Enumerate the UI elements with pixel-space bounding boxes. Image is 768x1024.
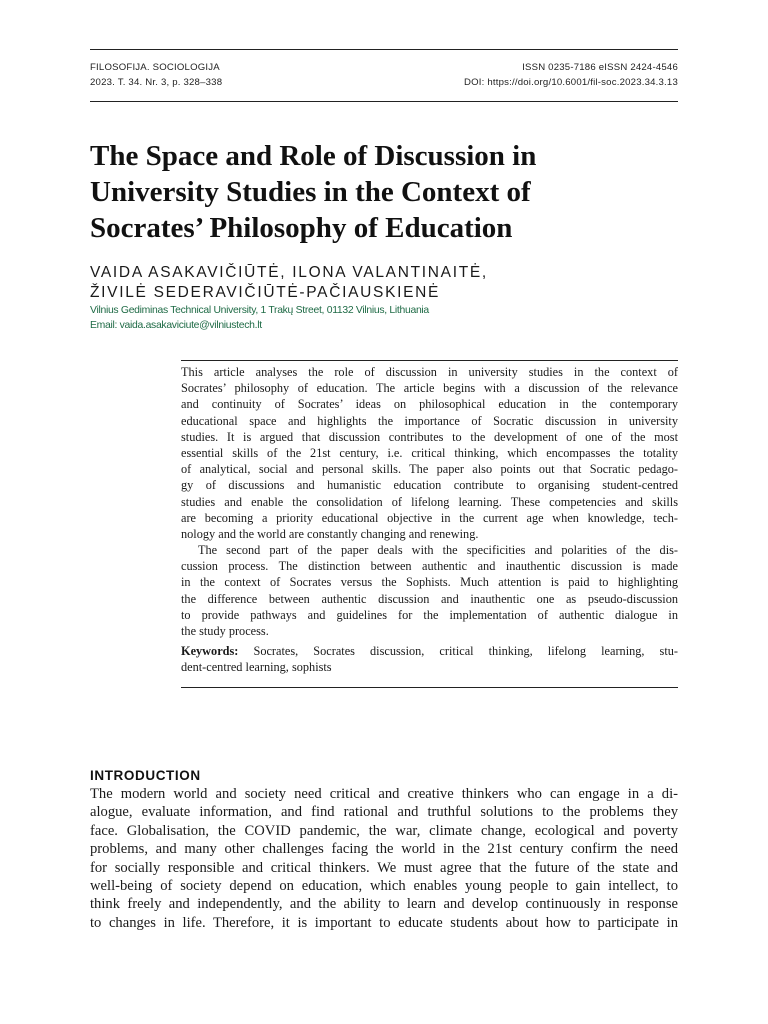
authors-line: ŽIVILĖ SEDERAVIČIŪTĖ-PAČIAUSKIENĖ [90, 284, 441, 301]
abstract-line: of analytical, social and personal skills. The paper also points out that Socratic pedago- [181, 462, 678, 477]
body-line: think freely and independently, and the ability to learn and develop continuously in response [90, 896, 678, 913]
affiliation-block [90, 303, 429, 333]
abstract-line: to provide pathways and guidelines for the implementation of authentic dialogue in [181, 607, 678, 622]
abstract-line: in the context of Socrates versus the Sophists. Much attention is paid to highlighting [181, 575, 678, 590]
author-list [90, 263, 488, 303]
body-line: The modern world and society need critical and creative thinkers who can engage in a di- [90, 786, 678, 802]
issn: ISSN 0235-7186 eISSN 2424-4546 [522, 62, 678, 73]
top-rule [90, 49, 678, 50]
abstract-line: gy of discussions and humanistic education contribute to organising student-centred [181, 478, 678, 493]
body-line: alogue, evaluate information, and find rational and truthful solutions to the problems they [90, 804, 678, 821]
abstract-line: studies and enable the consolidation of lifelong learning. These competencies and skills [181, 494, 678, 509]
section-heading: INTRODUCTION [90, 768, 201, 783]
abstract-bottom-rule [181, 687, 678, 688]
keywords-line [181, 643, 678, 659]
abstract-line: Socrates’ philosophy of education. The article begins with a discussion of the relevance [181, 381, 678, 396]
abstract-line: This article analyses the role of discussion in university studies in the context of [181, 365, 678, 379]
body-line: to changes in life. Therefore, it is important to educate students about how to participate in [90, 914, 678, 931]
title-line: The Space and Role of Discussion in [90, 140, 537, 172]
title-line: Socrates’ Philosophy of Education [90, 212, 513, 244]
abstract-line: essential skills of the 21st century, i.e. critical thinking, which encompasses the totality [181, 445, 678, 460]
article-page [90, 0, 678, 1024]
abstract-line: the difference between authentic discussion and inauthentic one as pseudo-discussion [181, 591, 678, 606]
journal-name: FILOSOFIJA. SOCIOLOGIJA [90, 62, 220, 73]
abstract-line: and continuity of Socrates’ ideas on philosophical education in the contemporary [181, 397, 678, 412]
keywords-label: Keywords: [181, 644, 239, 659]
abstract-line: nology and the world are constantly changing and renewing. [181, 526, 479, 541]
abstract [181, 364, 678, 676]
abstract-top-rule [181, 360, 678, 361]
journal-header-right [464, 60, 678, 90]
article-title [90, 138, 678, 246]
abstract-line: The second part of the paper deals with the specificities and polarities of the dis- [198, 543, 678, 558]
header-rule [90, 101, 678, 102]
introduction-body [90, 785, 678, 932]
authors-line: VAIDA ASAKAVIČIŪTĖ, ILONA VALANTINAITĖ, [90, 264, 488, 281]
keywords-text: Socrates, Socrates discussion, critical thinking, lifelong learning, stu- [253, 644, 679, 659]
keywords-line: dent-centred learning, sophists [181, 660, 332, 675]
body-line: for socially responsible and critical thinkers. We must agree that the future of the state and [90, 859, 678, 876]
title-line: University Studies in the Context of [90, 176, 531, 208]
body-line: problems, and many other challenges facing the world in the 21st century confirm the need [90, 841, 678, 858]
affiliation: Vilnius Gediminas Technical University, 1 Trakų Street, 01132 Vilnius, Lithuania [90, 305, 429, 316]
body-line: face. Globalisation, the COVID pandemic, the war, climate change, ecological and poverty [90, 822, 678, 839]
journal-header-left [90, 60, 222, 90]
abstract-line: are becoming a priority educational objective in the current age when knowledge, tech- [181, 510, 678, 525]
abstract-line: educational space and highlights the importance of Socratic discussion in university [181, 413, 678, 428]
journal-issue: 2023. T. 34. Nr. 3, p. 328–338 [90, 77, 223, 88]
doi-link[interactable]: DOI: https://doi.org/10.6001/fil-soc.2023.34.3.13 [463, 77, 678, 88]
author-email[interactable]: Email: vaida.asakaviciute@vilniustech.lt [90, 320, 262, 331]
abstract-line: studies. It is argued that discussion contributes to the development of one of the most [181, 429, 678, 444]
abstract-line: cussion process. The distinction between authentic and inauthentic discussion is made [181, 559, 678, 574]
abstract-line: the study process. [181, 624, 269, 638]
body-line: well-being of society depend on education, which enables young people to gain intellect, to [90, 877, 678, 894]
